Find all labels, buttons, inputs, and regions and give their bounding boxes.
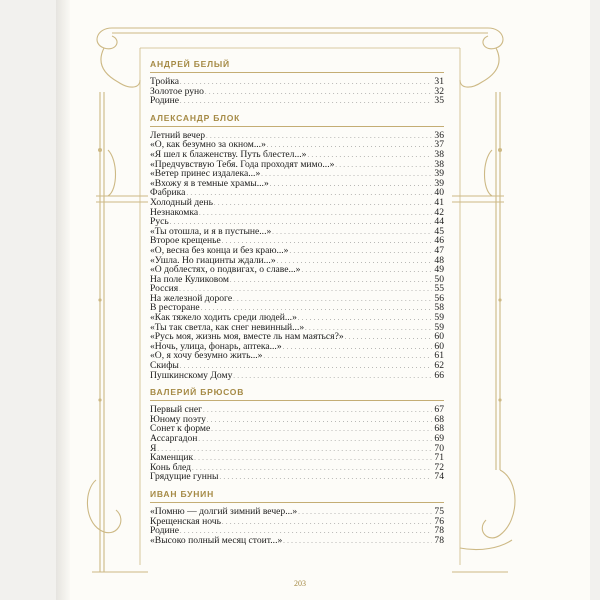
entry-page-number: 39 <box>434 177 444 189</box>
entry-title: Россия <box>150 283 179 295</box>
toc-entry <box>150 371 444 381</box>
toc-entry <box>150 444 444 454</box>
section-divider <box>150 400 444 401</box>
entry-page-number: 69 <box>434 433 444 444</box>
entry-page-number: 41 <box>434 196 444 208</box>
entry-title: Незнакомка <box>150 206 199 218</box>
entry-title: Юному поэту <box>150 413 206 425</box>
entry-page-number: 38 <box>434 158 444 170</box>
toc-entry <box>150 96 444 106</box>
entry-title: Холодный день <box>150 196 213 208</box>
entry-title: «Ты так светла, как снег невинный...» <box>150 321 305 333</box>
dot-leader <box>283 536 432 548</box>
table-of-contents <box>150 58 444 545</box>
entry-title: «Вхожу я в темные храмы...» <box>150 177 269 189</box>
entry-page-number: 36 <box>434 129 444 141</box>
section-divider <box>150 72 444 73</box>
entry-page-number: 47 <box>434 244 444 256</box>
section-divider <box>150 502 444 503</box>
toc-entry <box>150 472 444 482</box>
entry-page-number: 31 <box>434 76 444 87</box>
entry-page-number: 66 <box>434 369 444 381</box>
toc-entry <box>150 453 444 463</box>
entry-title: Золотое руно <box>150 85 204 97</box>
entry-title: «Ночь, улица, фонарь, аптека...» <box>150 340 282 352</box>
toc-entry <box>150 351 444 361</box>
entry-title: Родине <box>150 95 180 107</box>
entry-title: «Ушла. Но гиацинты ждали...» <box>150 254 276 266</box>
entry-page-number: 78 <box>434 525 444 537</box>
toc-entry <box>150 87 444 97</box>
entry-page-number: 61 <box>434 350 444 362</box>
entry-page-number: 39 <box>434 168 444 180</box>
entry-title: Пушкинскому Дому <box>150 369 233 381</box>
entry-title: «Высоко полный месяц стоит...» <box>150 534 283 546</box>
entry-title: Тройка <box>150 76 179 87</box>
entry-title: Фабрика <box>150 187 186 199</box>
entry-page-number: 70 <box>434 442 444 454</box>
entry-title: «Ветер принес издалека...» <box>150 168 261 180</box>
toc-entry <box>150 536 444 546</box>
entry-page-number: 76 <box>434 515 444 527</box>
entry-page-number: 60 <box>434 340 444 352</box>
author-heading: АНДРЕЙ БЕЛЫЙ <box>150 59 230 69</box>
entry-page-number: 37 <box>434 139 444 151</box>
dot-leader <box>180 96 432 108</box>
entry-title: Я <box>150 442 157 454</box>
entry-title: Второе крещенье <box>150 235 221 247</box>
entry-page-number: 60 <box>434 331 444 343</box>
entry-title: «Предчувствую Тебя. Года проходят мимо...» <box>150 158 335 170</box>
entry-title: Первый снег <box>150 404 203 416</box>
entry-page-number: 44 <box>434 216 444 228</box>
author-heading: ВАЛЕРИЙ БРЮСОВ <box>150 387 245 398</box>
toc-entry <box>150 434 444 444</box>
entry-page-number: 68 <box>434 413 444 425</box>
entry-page-number: 59 <box>434 321 444 333</box>
entry-title: Скифы <box>150 360 179 372</box>
entry-page-number: 45 <box>434 225 444 237</box>
toc-entry <box>150 517 444 527</box>
entry-title: «Ты отошла, и я в пустыне...» <box>150 225 272 237</box>
entry-page-number: 32 <box>434 85 444 97</box>
entry-title: Конь блед <box>150 461 192 473</box>
entry-page-number: 42 <box>434 206 444 218</box>
entry-title: На железной дороге <box>150 292 233 304</box>
author-heading: АЛЕКСАНДР БЛОК <box>150 112 241 123</box>
entry-page-number: 48 <box>434 254 444 266</box>
author-heading: ИВАН БУНИН <box>150 488 215 499</box>
entry-page-number: 72 <box>434 461 444 473</box>
entry-page-number: 35 <box>434 95 444 107</box>
entry-title: «Я шел к блаженству. Путь блестел...» <box>150 148 307 160</box>
entry-page-number: 68 <box>434 423 444 435</box>
entry-page-number: 38 <box>434 148 444 160</box>
entry-title: Каменщик <box>150 452 194 464</box>
entry-title: «Помню — долгий зимний вечер...» <box>150 505 298 517</box>
entry-title: «О, как безумно за окном...» <box>150 139 266 151</box>
entry-title: «О, весна без конца и без краю...» <box>150 244 289 256</box>
entry-page-number: 74 <box>434 471 444 483</box>
entry-page-number: 46 <box>434 235 444 247</box>
toc-entry <box>150 208 444 218</box>
entry-title: «О доблестях, о подвигах, о славе...» <box>150 264 301 276</box>
entry-title: Крещенская ночь <box>150 515 221 527</box>
entry-title: Летний вечер <box>150 129 206 141</box>
entry-title: «Как тяжело ходить среди людей...» <box>150 312 297 324</box>
entry-title: Ассаргадон <box>150 433 198 444</box>
entry-title: Русь <box>150 216 169 228</box>
toc-entry <box>150 275 444 285</box>
entry-page-number: 40 <box>434 187 444 199</box>
entry-page-number: 55 <box>434 283 444 295</box>
entry-title: Родине <box>150 525 180 537</box>
entry-title: Сонет к форме <box>150 423 211 435</box>
entry-page-number: 62 <box>434 360 444 372</box>
entry-page-number: 59 <box>434 312 444 324</box>
entry-page-number: 50 <box>434 273 444 285</box>
entry-title: На поле Куликовом <box>150 273 229 285</box>
entry-title: Грядущие гунны <box>150 471 219 483</box>
entry-page-number: 67 <box>434 404 444 416</box>
dot-leader <box>219 472 432 484</box>
entry-page-number: 71 <box>434 452 444 464</box>
entry-title: В ресторане <box>150 302 200 314</box>
page-number: 203 <box>294 579 306 588</box>
toc-entry <box>150 179 444 189</box>
entry-page-number: 56 <box>434 292 444 304</box>
entry-page-number: 75 <box>434 505 444 517</box>
entry-title: «Русь моя, жизнь моя, вместе ль нам маяться?» <box>150 331 344 343</box>
dot-leader <box>233 371 432 383</box>
entry-page-number: 49 <box>434 264 444 276</box>
entry-page-number: 78 <box>434 534 444 546</box>
section-divider <box>150 126 444 127</box>
entry-page-number: 58 <box>434 302 444 314</box>
entry-title: «О, я хочу безумно жить...» <box>150 350 263 362</box>
